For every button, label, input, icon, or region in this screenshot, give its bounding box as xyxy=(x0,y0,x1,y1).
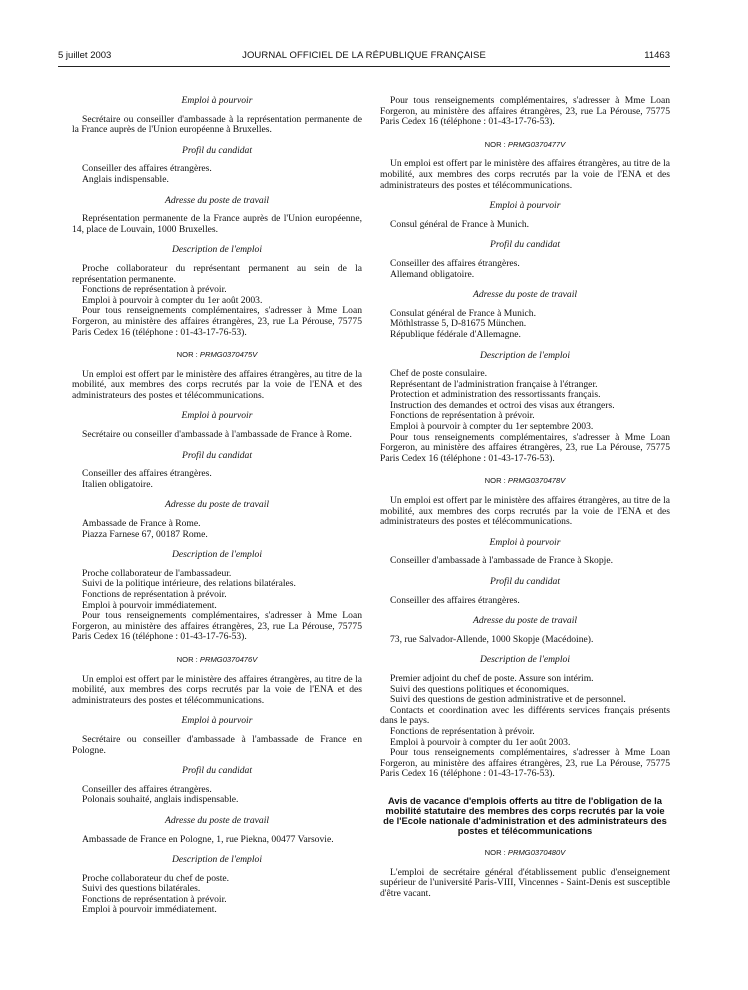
contact-text: Pour tous renseignements complémentaires, s'adresser à Mme Loan Forgeron, au ministère des affaires étrangères, 23, rue La Pérouse, 75775 Paris Cedex 16 (téléphone : 01-43-17-76-53). xyxy=(72,610,362,643)
description-line: Emploi à pourvoir immédiatement. xyxy=(82,599,217,611)
header-page-number: 11463 xyxy=(644,50,670,61)
nor-code: PRMG0370476V xyxy=(199,654,258,664)
description-line: Fonctions de représentation à prévoir. xyxy=(390,410,535,422)
description-line: Emploi à pourvoir à compter du 1er septembre 2003. xyxy=(390,421,594,433)
description-text: Proche collaborateur du représentant permanent au sein de la représentation permanente. xyxy=(72,262,362,285)
emploi-text: Consul général de France à Munich. xyxy=(390,218,530,230)
heading-description: Description de l'emploi xyxy=(172,854,262,866)
heading-profil: Profil du candidat xyxy=(182,765,252,777)
nor-label: NOR : xyxy=(176,350,198,360)
heading-adresse: Adresse du poste de travail xyxy=(164,814,270,826)
adresse-text: Représentation permanente de la France auprès de l'Union européenne, 14, place de Louvain, 1000 Bruxelles. xyxy=(72,213,362,235)
nor-code: PRMG0370478V xyxy=(507,476,566,486)
description-line: Suivi des questions politiques et économiques. xyxy=(390,683,570,695)
heading-description: Description de l'emploi xyxy=(480,349,570,361)
heading-adresse: Adresse du poste de travail xyxy=(472,615,578,627)
adresse-line: 73, rue Salvador-Allende, 1000 Skopje (Macédoine). xyxy=(390,633,594,645)
nor-code: PRMG0370480V xyxy=(507,847,566,857)
profil-line: Conseiller des affaires étrangères. xyxy=(82,468,212,480)
intro-text: Un emploi est offert par le ministère des affaires étrangères, au titre de la mobilité, aux membres des corps recrutés par la voie de l'ENA et des administrateurs des postes et télécommunications. xyxy=(380,158,670,191)
heading-profil: Profil du candidat xyxy=(490,239,560,251)
offer-pologne xyxy=(72,655,362,916)
description-line: Emploi à pourvoir à compter du 1er août 2003. xyxy=(390,736,571,748)
offer-munich xyxy=(380,140,670,465)
right-column xyxy=(380,96,670,899)
heading-profil: Profil du candidat xyxy=(182,144,252,156)
emploi-text: Secrétaire ou conseiller d'ambassade à l'ambassade de France à Rome. xyxy=(82,429,352,441)
profil-line: Conseiller des affaires étrangères. xyxy=(82,163,212,175)
description-line: Emploi à pourvoir immédiatement. xyxy=(82,904,217,916)
offer-bruxelles xyxy=(72,96,362,338)
adresse-line: Piazza Farnese 67, 00187 Rome. xyxy=(82,528,208,540)
description-line: Fonctions de représentation à prévoir. xyxy=(82,893,227,905)
description-line: Premier adjoint du chef de poste. Assure son intérim. xyxy=(390,672,594,684)
description-line: Instruction des demandes et octroi des visas aux étrangers. xyxy=(390,399,615,411)
profil-line: Anglais indispensable. xyxy=(82,173,169,185)
heading-description: Description de l'emploi xyxy=(480,654,570,666)
nor-label: NOR : xyxy=(484,847,506,857)
emploi-text: Secrétaire ou conseiller d'ambassade à la représentation permanente de la France auprès de l'Union européenne à Bruxelles. xyxy=(72,113,362,136)
heading-adresse: Adresse du poste de travail xyxy=(164,499,270,511)
description-line: Proche collaborateur du chef de poste. xyxy=(82,872,230,884)
heading-description: Description de l'emploi xyxy=(172,244,262,256)
nor-label: NOR : xyxy=(176,654,198,664)
contact-text: Pour tous renseignements complémentaires, s'adresser à Mme Loan Forgeron, au ministère des affaires étrangères, 23, rue La Pérouse, 75775 Paris Cedex 16 (téléphone : 01-43-17-76-53). xyxy=(380,95,670,128)
intro-text: Un emploi est offert par le ministère des affaires étrangères, au titre de la mobilité, aux membres des corps recrutés par la voie de l'ENA et des administrateurs des postes et télécommunications. xyxy=(72,673,362,706)
heading-emploi: Emploi à pourvoir xyxy=(489,536,561,548)
heading-emploi: Emploi à pourvoir xyxy=(181,410,253,422)
profil-line: Italien obligatoire. xyxy=(82,478,153,490)
profil-line: Conseiller des affaires étrangères. xyxy=(390,257,520,269)
heading-emploi: Emploi à pourvoir xyxy=(181,715,253,727)
avis-title: Avis de vacance d'emplois offerts au titre de l'obligation de la mobilité statutaire des membres des corps recrutés par la voie de l'Ecole nationale d'administration et des administrateurs des postes et télécommunications xyxy=(383,794,667,836)
heading-profil: Profil du candidat xyxy=(182,449,252,461)
profil-line: Conseiller des affaires étrangères. xyxy=(390,594,520,606)
page-header xyxy=(58,50,670,64)
heading-adresse: Adresse du poste de travail xyxy=(472,289,578,301)
header-rule xyxy=(58,66,670,67)
emploi-text: Conseiller d'ambassade à l'ambassade de France à Skopje. xyxy=(390,555,613,567)
emploi-text: Secrétaire ou conseiller d'ambassade à l'ambassade de France en Pologne. xyxy=(72,733,362,756)
header-date: 5 juillet 2003 xyxy=(58,50,112,61)
heading-description: Description de l'emploi xyxy=(172,549,262,561)
nor-reference xyxy=(72,350,362,361)
adresse-line: Consulat général de France à Munich. xyxy=(390,307,536,319)
description-line: Proche collaborateur de l'ambassadeur. xyxy=(82,567,232,579)
nor-reference xyxy=(72,655,362,666)
avis-text: L'emploi de secrétaire général d'établissement public d'enseignement supérieur de l'université Paris-VIII, Vincennes - Saint-Denis est susceptible d'être vacant. xyxy=(380,866,670,899)
description-line: Fonctions de représentation à prévoir. xyxy=(82,589,227,600)
nor-reference xyxy=(380,140,670,151)
description-line: Emploi à pourvoir à compter du 1er août 2003. xyxy=(82,294,263,306)
header-title: JOURNAL OFFICIEL DE LA RÉPUBLIQUE FRANÇAISE xyxy=(242,50,486,61)
offer-skopje xyxy=(380,476,670,779)
left-column xyxy=(72,96,362,916)
description-text: Contacts et coordination avec les différents services français présents dans le pays. xyxy=(380,704,670,727)
heading-adresse: Adresse du poste de travail xyxy=(164,194,270,206)
heading-profil: Profil du candidat xyxy=(490,576,560,587)
nor-reference xyxy=(380,848,670,859)
heading-emploi: Emploi à pourvoir xyxy=(489,200,561,212)
profil-line: Allemand obligatoire. xyxy=(390,268,475,280)
avis-vacance xyxy=(380,796,670,899)
contact-text: Pour tous renseignements complémentaires, s'adresser à Mme Loan Forgeron, au ministère des affaires étrangères, 23, rue La Pérouse, 75775 Paris Cedex 16 (téléphone : 01-43-17-76-53). xyxy=(380,431,670,464)
adresse-line: Ambassade de France à Rome. xyxy=(82,518,201,530)
profil-line: Polonais souhaité, anglais indispensable. xyxy=(82,794,239,806)
adresse-line: Ambassade de France en Pologne, 1, rue Piekna, 00477 Varsovie. xyxy=(82,833,334,845)
description-line: Fonctions de représentation à prévoir. xyxy=(390,725,535,737)
nor-label: NOR : xyxy=(484,476,506,486)
description-line: Fonctions de représentation à prévoir. xyxy=(82,284,227,296)
offer-rome xyxy=(72,350,362,643)
description-line: Protection et administration des ressortissants français. xyxy=(390,389,601,401)
description-line: Chef de poste consulaire. xyxy=(390,368,487,380)
profil-line: Conseiller des affaires étrangères. xyxy=(82,783,212,795)
nor-reference xyxy=(380,476,670,487)
intro-text: Un emploi est offert par le ministère des affaires étrangères, au titre de la mobilité, aux membres des corps recrutés par la voie de l'ENA et des administrateurs des postes et télécommunications. xyxy=(72,368,362,401)
description-line: Suivi des questions de gestion administrative et de personnel. xyxy=(390,694,626,706)
adresse-line: République fédérale d'Allemagne. xyxy=(390,328,521,340)
adresse-line: Möthlstrasse 5, D-81675 München. xyxy=(390,318,527,330)
contact-text: Pour tous renseignements complémentaires, s'adresser à Mme Loan Forgeron, au ministère des affaires étrangères, 23, rue La Pérouse, 75775 Paris Cedex 16 (téléphone : 01-43-17-76-53). xyxy=(72,305,362,338)
nor-code: PRMG0370475V xyxy=(199,350,258,360)
intro-text: Un emploi est offert par le ministère des affaires étrangères, au titre de la mobilité, aux membres des corps recrutés par la voie de l'ENA et des administrateurs des postes et télécommunications. xyxy=(380,495,670,528)
description-line: Suivi des questions bilatérales. xyxy=(82,883,201,895)
heading-emploi: Emploi à pourvoir xyxy=(181,95,253,106)
nor-label: NOR : xyxy=(484,139,506,149)
nor-code: PRMG0370477V xyxy=(507,139,566,149)
contact-text: Pour tous renseignements complémentaires, s'adresser à Mme Loan Forgeron, au ministère des affaires étrangères, 23, rue La Pérouse, 75775 Paris Cedex 16 (téléphone : 01-43-17-76-53). xyxy=(380,747,670,780)
description-line: Représentant de l'administration française à l'étranger. xyxy=(390,378,598,390)
description-line: Suivi de la politique intérieure, des relations bilatérales. xyxy=(82,578,296,590)
offer-pologne-continued xyxy=(380,96,670,128)
